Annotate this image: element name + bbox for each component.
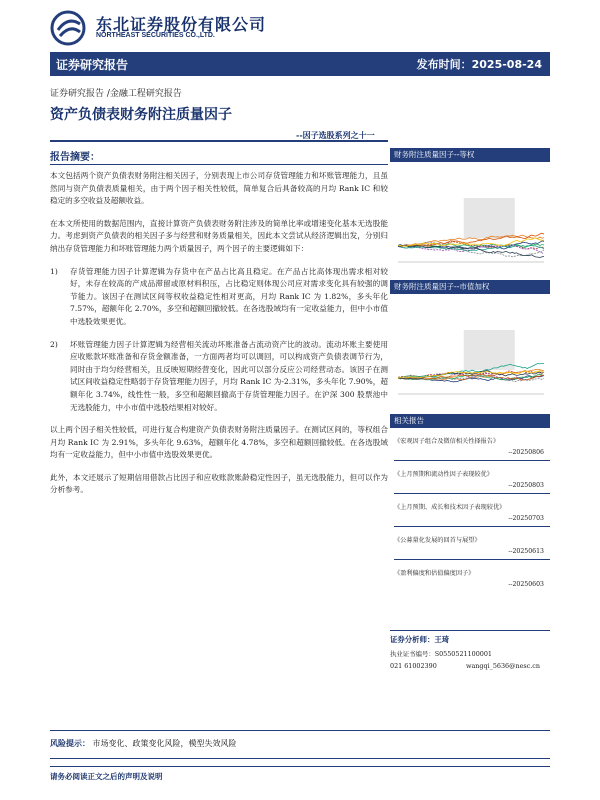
logic-item bbox=[50, 266, 388, 329]
chart-equal-weight-plot bbox=[390, 162, 550, 270]
summary-divider bbox=[50, 164, 388, 165]
chart-equal-weight bbox=[390, 162, 550, 270]
related-date: --20250613 bbox=[508, 548, 544, 555]
related-heading: 相关报告 bbox=[390, 414, 550, 428]
analyst-contact bbox=[390, 662, 550, 671]
related-divider bbox=[394, 526, 550, 527]
chart-title-equal-weight: 财务附注质量因子--等权 bbox=[390, 148, 550, 162]
analyst-name: 证券分析师：王琦 bbox=[390, 635, 450, 644]
logic-item bbox=[50, 339, 388, 415]
related-reports bbox=[390, 414, 550, 588]
footer-divider bbox=[50, 766, 550, 767]
risk-label: 风险提示： bbox=[50, 739, 90, 748]
analyst-info bbox=[390, 630, 550, 671]
related-title: 《上月预期和流动性因子表现较优》 bbox=[394, 471, 493, 478]
related-item[interactable] bbox=[390, 502, 550, 527]
chart-band bbox=[464, 330, 515, 370]
related-date: --20250803 bbox=[508, 482, 544, 489]
item-number: 2) bbox=[50, 339, 58, 349]
risk-warning bbox=[50, 738, 237, 749]
related-divider bbox=[394, 493, 550, 494]
company-name-en: NORTHEAST SECURITIES CO.,LTD. bbox=[96, 32, 215, 39]
report-banner bbox=[50, 52, 550, 76]
summary-body bbox=[50, 170, 388, 507]
summary-paragraph: 此外，本文还展示了短期信用借款占比因子和应收账款账龄稳定性因子，虽无选股能力，但可以作为分析参考。 bbox=[50, 472, 388, 495]
company-name-cn: 东北证券股份有限公司 bbox=[96, 15, 267, 34]
related-date: --20250703 bbox=[508, 515, 544, 522]
related-divider bbox=[394, 460, 550, 461]
summary-paragraph: 在本文所使用的数据范围内，直接计算资产负债表财务附注涉及的简单比率或增速变化基本无选股能力。考虑到资产负债表的相关因子多与经营和财务质量相关，因此本文尝试从经济逻辑出发，分别归纳出存货管理能力和坏账管理能力两个质量因子，两个因子的主要逻辑如下： bbox=[50, 218, 388, 253]
related-title: 《盈利偏度和估值偏度因子》 bbox=[394, 570, 475, 577]
summary-paragraph: 本文包括两个资产负债表财务附注相关因子，分别表现上市公司存货管理能力和坏账管理能力，且虽然同与资产负债表质量相关，由于两个因子相关性较低，简单复合后具备较高的月均 Rank IC 和较稳定的多空收益及超额收益。 bbox=[50, 171, 388, 206]
item-text: 存货管理能力因子计算逻辑为存货中在产品占比高且稳定。在产品占比高体现出需求相对较好，未存在较高的产成品滞留或原材料积压，占比稳定则体现公司应对需求变化具有较强的调节能力。该因子在测试区间等权收益稳定性相对更高，月均 Rank IC 为 1.82%，多头年化 7.57%，超额年化 2.70%，多空和超额回撤较低。在各选股域均有一定收益能力，但中小市值中选股效果更优。 bbox=[70, 266, 388, 326]
risk-text: 市场变化、政策变化风险，模型失效风险 bbox=[92, 739, 237, 748]
chart-title-cap-weight: 财务附注质量因子--市值加权 bbox=[390, 280, 550, 294]
related-date: --20250806 bbox=[508, 449, 544, 456]
related-title: 《上月预期、成长和技术因子表现较优》 bbox=[394, 504, 506, 511]
chart-cap-weight-plot bbox=[390, 294, 550, 402]
breadcrumb: 证券研究报告 /金融工程研究报告 bbox=[50, 89, 182, 99]
item-number: 1) bbox=[50, 266, 58, 276]
analyst-divider bbox=[390, 630, 550, 631]
related-item[interactable] bbox=[390, 436, 550, 461]
analyst-phone: 021 61002390 bbox=[390, 662, 437, 670]
disclaimer-note: 请务必阅读正文之后的声明及说明 bbox=[50, 772, 163, 781]
title-divider bbox=[50, 140, 388, 142]
analyst-email[interactable]: wangqi_5636@nesc.cn bbox=[466, 662, 540, 670]
summary-paragraph: 以上两个因子相关性较低，可进行复合构建资产负债表财务附注质量因子。在测试区间的，等权组合月均 Rank IC 为 2.91%，多头年化 9.63%，超额年化 4.78%，多空和超额回撤较低。在各选股域均有一定收益能力，但中小市值中选股效果更优。 bbox=[50, 425, 388, 460]
northeast-securities-logo-icon bbox=[50, 10, 90, 46]
risk-divider-top bbox=[50, 730, 550, 731]
related-title: 《公募量化发展的回首与展望》 bbox=[394, 537, 481, 544]
series-subtitle: --因子选股系列之十一 bbox=[296, 130, 375, 140]
related-divider bbox=[394, 559, 550, 560]
analyst-cert: 执业证书编号：S0550521100001 bbox=[390, 650, 492, 658]
chart-cap-weight bbox=[390, 294, 550, 402]
summary-heading: 报告摘要： bbox=[50, 152, 100, 163]
risk-divider-bottom bbox=[50, 758, 550, 759]
item-text: 坏账管理能力因子计算逻辑为经营相关流动坏账准备占流动资产比的波动。流动坏账主要使用应收账款坏账准备和存货金额准备，一方面两者均可以调回，可以构成资产负债表调节行为，同时由于均匀经营相关，且反映短期经营变化，因此可以部分反应公司经营动态。该因子在测试区间收益稳定性略弱于存货管理能力因子，月均 Rank IC 为-2.31%，多头年化 7.90%，超额年化 3.74%，线性性一般，多空和超额回撤高于存货管理能力因子。在沪深 300 股票池中无选股能力，中小市值中选股结果相对较好。 bbox=[70, 339, 388, 412]
related-item[interactable] bbox=[390, 568, 550, 588]
publish-date: 发布时间：2025-08-24 bbox=[416, 58, 542, 71]
page-title: 资产负债表财务附注质量因子 bbox=[50, 107, 232, 123]
report-type-label: 证券研究报告 bbox=[56, 58, 129, 72]
chart-sidebar bbox=[390, 148, 550, 402]
related-item[interactable] bbox=[390, 535, 550, 560]
related-item[interactable] bbox=[390, 469, 550, 494]
related-date: --20250603 bbox=[508, 581, 544, 588]
related-title: 《宏观因子组合及微信相关性择报告》 bbox=[394, 438, 500, 445]
chart-band bbox=[464, 198, 515, 238]
